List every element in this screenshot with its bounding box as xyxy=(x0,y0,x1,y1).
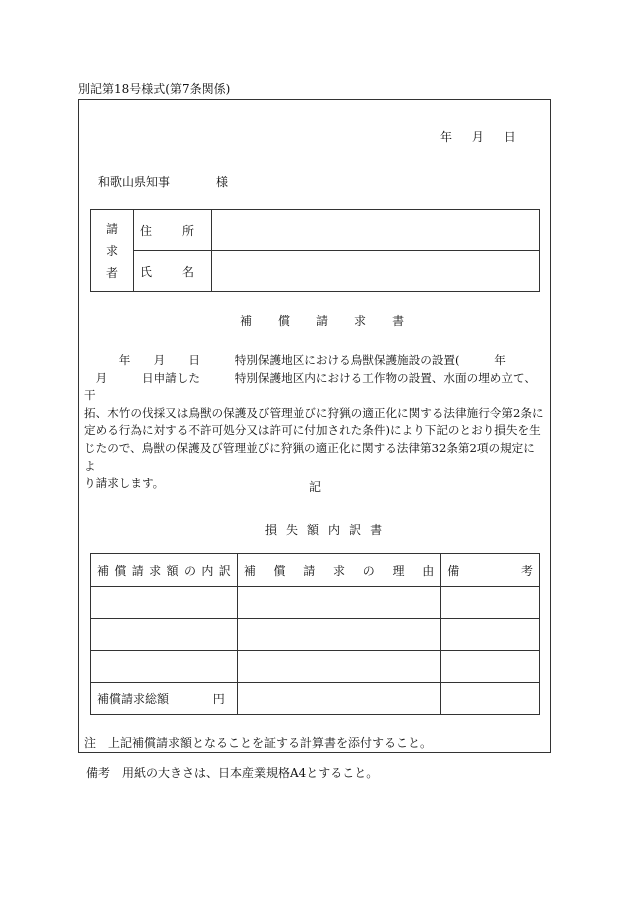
cell-reason[interactable] xyxy=(237,587,440,619)
date-year: 年 xyxy=(440,130,453,144)
name-field[interactable] xyxy=(212,251,540,292)
cell-amount[interactable] xyxy=(91,651,238,683)
ki-heading: 記 xyxy=(309,480,322,494)
breakdown-table xyxy=(90,553,540,715)
total-row xyxy=(91,683,540,715)
document-title: 補 償 請 求 書 xyxy=(240,314,405,328)
claimant-table xyxy=(90,209,540,292)
date-line xyxy=(440,128,516,145)
cell-remarks[interactable] xyxy=(441,587,540,619)
date-month: 月 xyxy=(471,130,484,144)
addressee-honorific: 様 xyxy=(216,175,229,189)
name-label: 氏 名 xyxy=(134,251,212,292)
table-row xyxy=(91,619,540,651)
cell-amount[interactable] xyxy=(91,587,238,619)
attachment-note: 注 上記補償請求額となることを証する計算書を添付すること。 xyxy=(84,736,433,750)
header-amount-breakdown: 補 償 請 求 額 の 内 訳 xyxy=(91,554,238,587)
claimant-side-label: 請 求 者 xyxy=(91,210,134,292)
total-reason-cell[interactable] xyxy=(237,683,440,715)
form-label: 別記第18号様式(第7条関係) xyxy=(78,82,231,96)
address-label: 住 所 xyxy=(134,210,212,251)
header-remarks: 備 考 xyxy=(441,554,540,587)
cell-reason[interactable] xyxy=(237,651,440,683)
breakdown-title: 損 失 額 内 訳 書 xyxy=(265,523,383,537)
total-label-cell: 補償請求総額 円 xyxy=(91,683,238,715)
table-row xyxy=(91,587,540,619)
cell-reason[interactable] xyxy=(237,619,440,651)
cell-amount[interactable] xyxy=(91,619,238,651)
addressee xyxy=(98,173,228,190)
cell-remarks[interactable] xyxy=(441,651,540,683)
cell-remarks[interactable] xyxy=(441,619,540,651)
total-remarks-cell[interactable] xyxy=(441,683,540,715)
date-day: 日 xyxy=(503,130,516,144)
address-field[interactable] xyxy=(212,210,540,251)
header-reason: 補 償 請 求 の 理 由 xyxy=(237,554,440,587)
addressee-name: 和歌山県知事 xyxy=(98,175,171,189)
claim-body-text: 年 月 日 特別保護地区における鳥獣保護施設の設置( 年 月 日申請した 特別保護地区内における工作物の設置、水面の埋め立て、干 拓、木竹の伐採又は鳥獣の保護及び管理並びに狩猟の適正化に関する法律施行令第2条に 定める行為に対する不許可処分又は許可に付加された条件)により下記のとおり損失を生 じたので、鳥獣の保護及び管理並びに狩猟の適正化に関する法律第32条第2項の規定によ り請求します。 xyxy=(84,353,544,491)
paper-size-remark: 備考 用紙の大きさは、日本産業規格A4とすること。 xyxy=(86,766,379,780)
table-row xyxy=(91,651,540,683)
